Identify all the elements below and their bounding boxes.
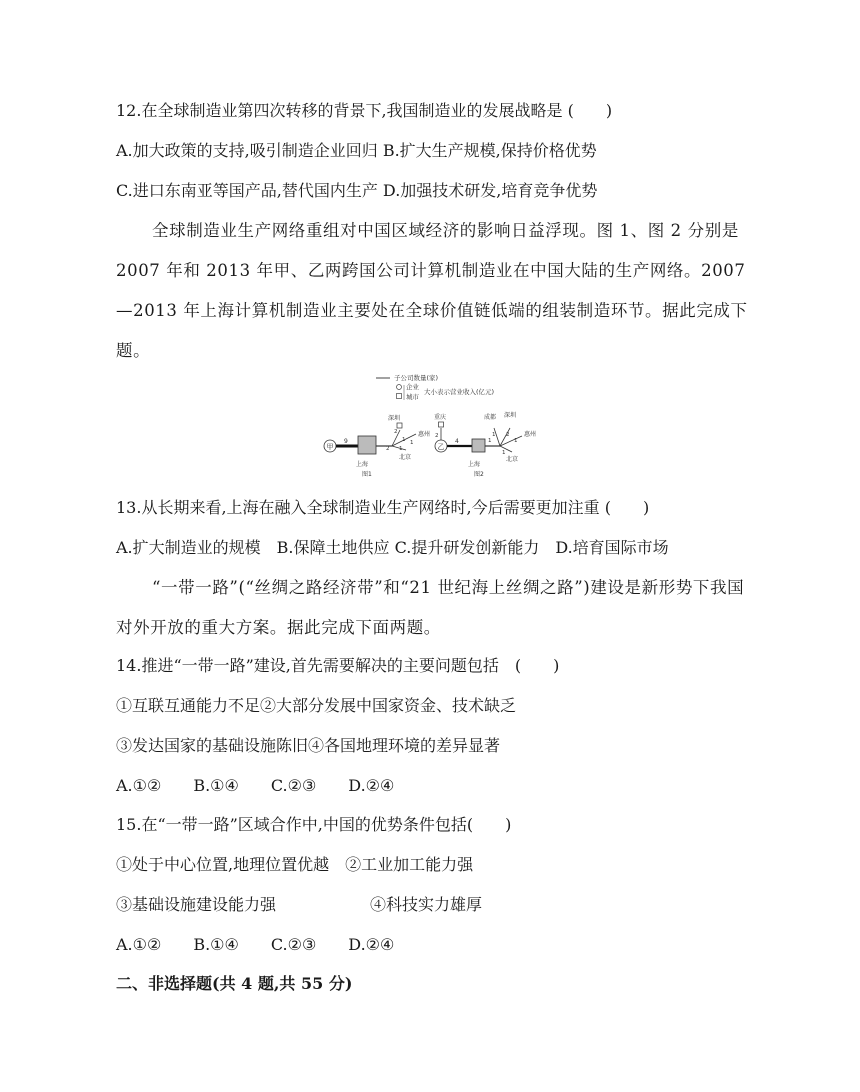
fig2-city-label-1: 成都 <box>484 414 497 421</box>
legend-size-label: 大小表示营业收入(亿元) <box>424 388 495 396</box>
q14-items-1-2: ①互联互通能力不足②大部分发展中国家资金、技术缺乏 <box>116 696 517 715</box>
q15-items-1-2: ①处于中心位置,地理位置优越 ②工业加工能力强 <box>116 855 474 874</box>
q15-item-4: ④科技实力雄厚 <box>370 895 483 914</box>
fig2-count-5: 1 <box>488 438 492 444</box>
fig1-company-label: 甲 <box>326 443 334 451</box>
q15-stem: 15.在“一带一路”区域合作中,中国的优势条件包括( ) <box>116 815 512 834</box>
legend-square-symbol <box>397 394 402 399</box>
fig2-city-label-0: 重庆 <box>434 414 447 421</box>
fig2-company-label: 乙 <box>437 443 445 451</box>
q12-options-cd: C.进口东南亚等国产品,替代国内生产 D.加强技术研发,培育竞争优势 <box>116 181 598 200</box>
legend-square-label: 城市 <box>406 393 419 401</box>
legend-line-label: 子公司数量(家) <box>394 374 439 382</box>
fig1-city-label-0: 深圳 <box>388 415 401 422</box>
fig1-caption: 图1 <box>362 471 372 478</box>
fig1-city-label-1: 惠州 <box>418 431 431 438</box>
q15-options: A.①② B.①④ C.②③ D.②④ <box>116 935 395 954</box>
q14-options: A.①② B.①④ C.②③ D.②④ <box>116 776 395 795</box>
q13-stem: 13.从长期来看,上海在融入全球制造业生产网络时,今后需要更加注重 ( ) <box>116 498 650 517</box>
fig1-count-4: 1 <box>410 440 414 446</box>
fig2-count-2: 2 <box>506 432 510 438</box>
production-network-figure <box>316 370 546 478</box>
fig2-city-label-3: 惠州 <box>524 431 537 438</box>
q14-stem: 14.推进“一带一路”建设,首先需要解决的主要问题包括 ( ) <box>116 656 560 675</box>
legend-circle-symbol <box>397 385 402 390</box>
fig1-count-0: 2 <box>394 429 398 435</box>
q13-options: A.扩大制造业的规模 B.保障土地供应 C.提升研发创新能力 D.培育国际市场 <box>116 538 669 557</box>
fig1-hub-label: 上海 <box>356 461 369 468</box>
figure-2-network <box>434 411 536 478</box>
passage-belt-and-road: “一带一路”(“丝绸之路经济带”和“21 世纪海上丝绸之路”)建设是新形势下我国对外开放的重大方案。据此完成下面两题。 <box>116 578 745 637</box>
fig2-main-count: 4 <box>455 438 459 445</box>
q15-item-3: ③基础设施建设能力强 <box>116 895 277 914</box>
fig2-city-chongqing <box>439 422 444 427</box>
fig2-hub-shanghai <box>472 439 485 452</box>
passage-manufacturing-network: 全球制造业生产网络重组对中国区域经济的影响日益浮现。图 1、图 2 分别是 2007 年和 2013 年甲、乙两跨国公司计算机制造业在中国大陆的生产网络。2007—2013 年上海计算机制造业主要处在全球价值链低端的组装制造环节。据此完成下题。 <box>116 221 748 360</box>
section-2-heading: 二、非选择题(共 4 题,共 55 分) <box>116 974 353 993</box>
fig1-city-label-2: 北京 <box>399 454 412 461</box>
fig2-count-1: 1 <box>492 432 496 438</box>
q14-items-3-4: ③发达国家的基础设施陈旧④各国地理环境的差异显著 <box>116 736 501 755</box>
fig2-count-4: 1 <box>502 450 506 456</box>
fig1-count-2: 2 <box>386 446 390 452</box>
fig2-count-3: 1 <box>514 438 518 444</box>
fig1-count-1: 1 <box>402 437 406 443</box>
q12-options-ab: A.加大政策的支持,吸引制造企业回归 B.扩大生产规模,保持价格优势 <box>116 141 597 160</box>
fig2-hub-label: 上海 <box>468 461 481 468</box>
fig2-count-0: 2 <box>435 433 439 439</box>
fig1-hub-shanghai <box>358 436 376 454</box>
q12-stem: 12.在全球制造业第四次转移的背景下,我国制造业的发展战略是 ( ) <box>116 101 613 120</box>
legend-circle-label: 企业 <box>406 383 419 391</box>
fig2-city-label-2: 深圳 <box>504 412 517 419</box>
fig2-city-label-4: 北京 <box>506 456 519 463</box>
fig1-main-count: 9 <box>344 438 348 445</box>
fig1-city-shenzhen <box>397 423 402 428</box>
fig2-caption: 图2 <box>474 471 484 478</box>
figure-1-network <box>324 414 430 478</box>
fig1-count-3: 1 <box>399 446 403 452</box>
